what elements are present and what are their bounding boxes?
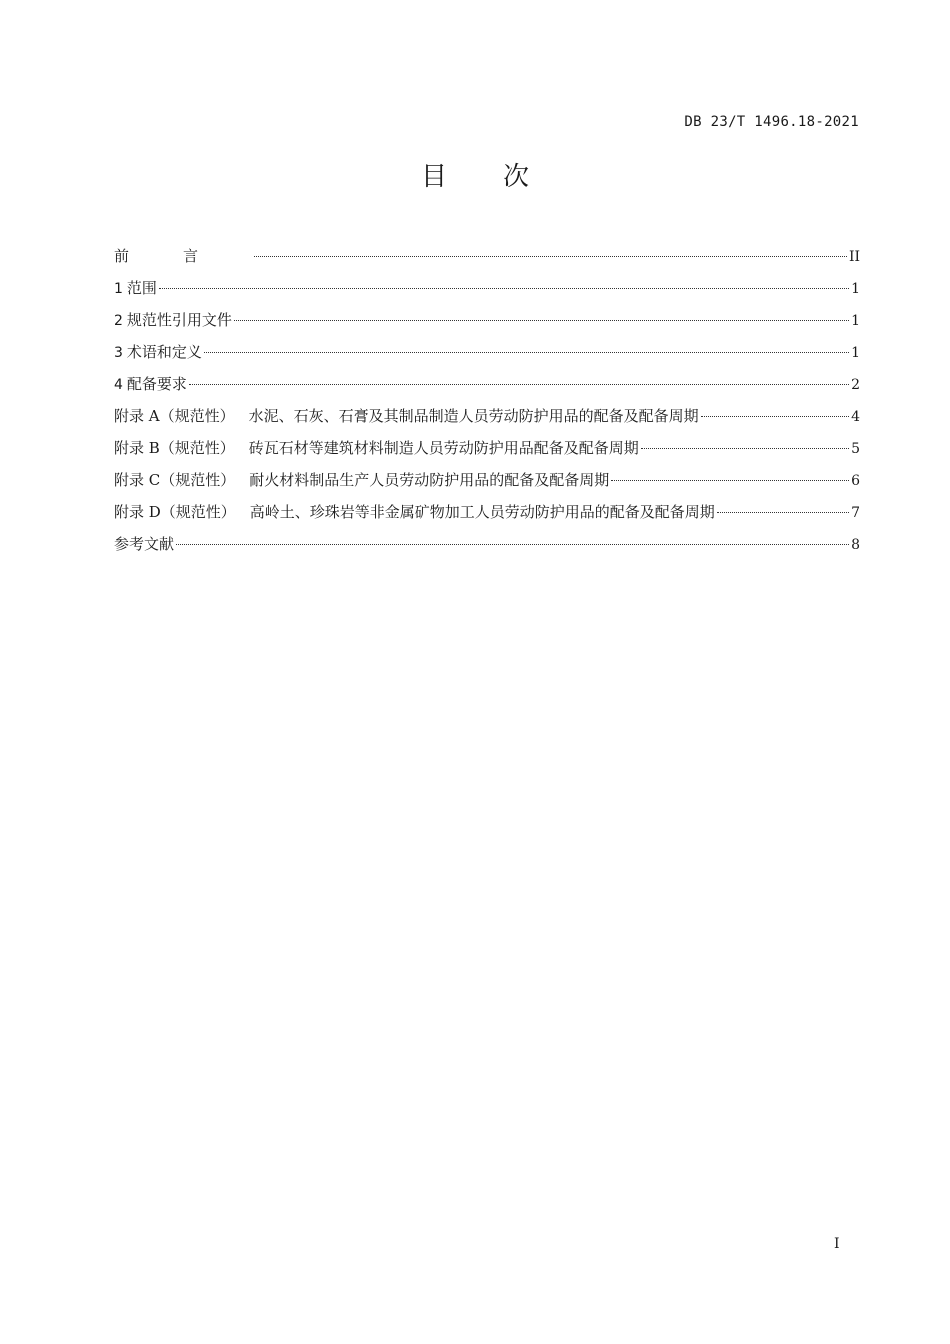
toc-annex-tag: 附录 D（规范性） xyxy=(114,503,236,521)
page-number: I xyxy=(834,1236,840,1252)
toc-entry-label-group xyxy=(114,435,639,461)
toc-entry-label: 前言 xyxy=(114,247,253,265)
dot-leader xyxy=(234,320,849,321)
toc-page-number: 4 xyxy=(851,409,860,425)
toc-entry-scope[interactable] xyxy=(114,275,860,307)
toc-page-number: 7 xyxy=(851,505,860,521)
toc-page-number: 6 xyxy=(851,473,860,489)
toc-page-number: 1 xyxy=(851,281,860,297)
toc-entry-terms-definitions[interactable] xyxy=(114,339,860,371)
toc-entry-label: 耐火材料制品生产人员劳动防护用品的配备及配备周期 xyxy=(249,471,610,489)
toc-page-number: 1 xyxy=(851,345,860,361)
toc-page-number: 1 xyxy=(851,313,860,329)
toc-entry-label-group xyxy=(114,403,699,429)
toc-entry-label: 水泥、石灰、石膏及其制品制造人员劳动防护用品的配备及配备周期 xyxy=(248,407,699,425)
toc-entry-foreword[interactable] xyxy=(114,243,860,275)
toc-entry-label-group xyxy=(114,467,609,493)
toc-entry-requirements[interactable] xyxy=(114,371,860,403)
toc-entry-label: 范围 xyxy=(126,279,157,297)
dot-leader xyxy=(717,512,849,513)
toc-entry-label: 参考文献 xyxy=(114,535,175,553)
toc-annex-tag: 附录 A（规范性） xyxy=(114,407,235,425)
toc-section-number: 2 xyxy=(114,313,123,329)
dot-leader xyxy=(159,288,849,289)
dot-leader xyxy=(611,480,849,481)
table-of-contents xyxy=(114,243,860,563)
toc-entry-annex-c[interactable] xyxy=(114,467,860,499)
toc-entry-label: 规范性引用文件 xyxy=(126,311,232,329)
toc-entry-label: 高岭土、珍珠岩等非金属矿物加工人员劳动防护用品的配备及配备周期 xyxy=(249,503,715,521)
toc-entry-label-group xyxy=(114,371,187,398)
toc-page-number: 8 xyxy=(851,537,860,553)
dot-leader xyxy=(189,384,849,385)
dot-leader xyxy=(641,448,849,449)
toc-page-number: 5 xyxy=(851,441,860,457)
dot-leader xyxy=(176,544,849,545)
toc-section-number: 1 xyxy=(114,281,123,297)
toc-entry-annex-a[interactable] xyxy=(114,403,860,435)
toc-annex-tag: 附录 C（规范性） xyxy=(114,471,236,489)
toc-entry-annex-b[interactable] xyxy=(114,435,860,467)
toc-annex-tag: 附录 B（规范性） xyxy=(114,439,235,457)
toc-entry-bibliography[interactable] xyxy=(114,531,860,563)
toc-entry-label: 配备要求 xyxy=(126,375,187,393)
toc-entry-label-group xyxy=(114,307,232,334)
toc-entry-label-group xyxy=(114,275,157,302)
dot-leader xyxy=(254,256,847,257)
toc-entry-normative-references[interactable] xyxy=(114,307,860,339)
toc-page-number: 2 xyxy=(851,377,860,393)
toc-entry-label-group xyxy=(114,339,202,366)
toc-entry-label: 砖瓦石材等建筑材料制造人员劳动防护用品配备及配备周期 xyxy=(248,439,639,457)
document-code: DB 23/T 1496.18-2021 xyxy=(684,114,859,130)
page-title: 目次 xyxy=(420,162,585,192)
toc-section-number: 3 xyxy=(114,345,123,361)
toc-section-number: 4 xyxy=(114,377,123,393)
toc-entry-label: 术语和定义 xyxy=(126,343,202,361)
toc-entry-annex-d[interactable] xyxy=(114,499,860,531)
toc-entry-label-group xyxy=(114,499,715,525)
dot-leader xyxy=(701,416,849,417)
dot-leader xyxy=(204,352,849,353)
toc-page-number: II xyxy=(848,249,860,265)
